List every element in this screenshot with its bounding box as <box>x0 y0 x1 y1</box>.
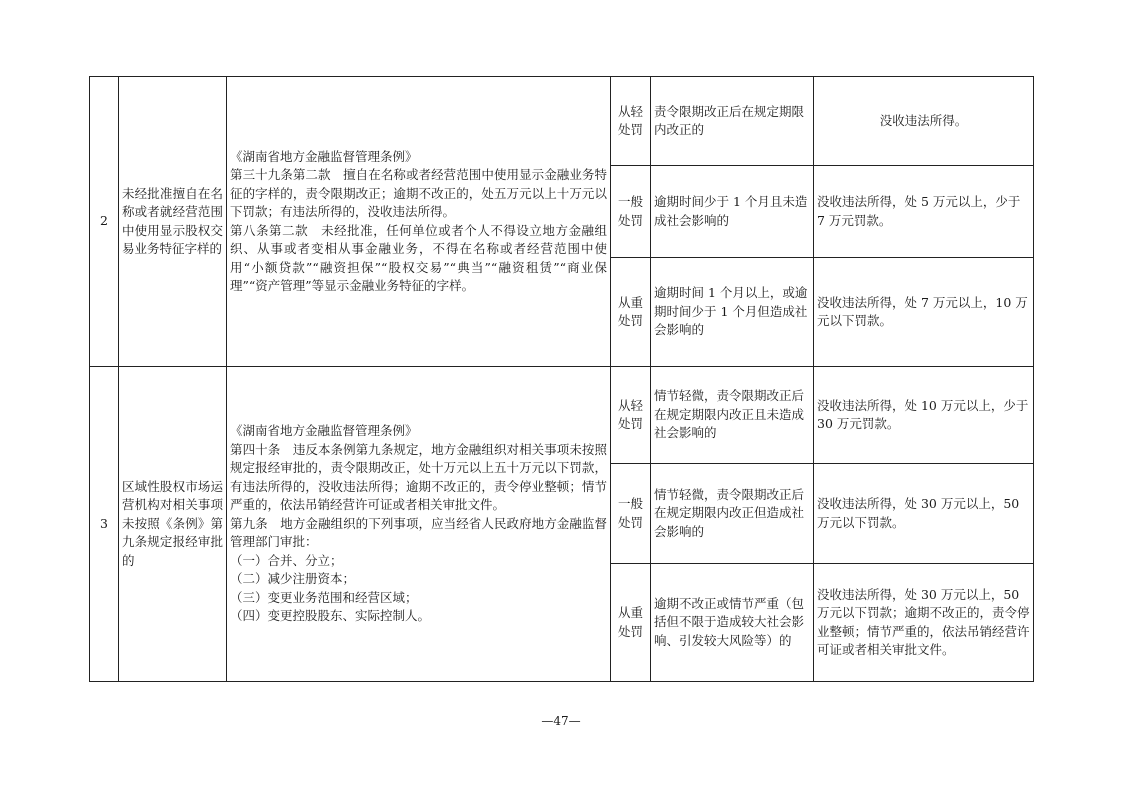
basis-line: 《湖南省地方金融监督管理条例》 <box>230 423 418 439</box>
penalty-result: 没收违法所得，处 7 万元以上，10 万元以下罚款。 <box>814 258 1034 367</box>
penalty-level: 一般处罚 <box>611 464 651 564</box>
violation-type: 区域性股权市场运营机构对相关事项未按照《条例》第九条规定报经审批的 <box>119 367 227 682</box>
row-number: 2 <box>90 77 119 367</box>
basis-line: （二）减少注册资本； <box>230 571 356 587</box>
page-number: —47— <box>541 714 581 728</box>
penalty-condition: 逾期时间少于 1 个月且未造成社会影响的 <box>651 166 814 258</box>
basis-line: 《湖南省地方金融监督管理条例》 <box>230 148 418 164</box>
table-row <box>90 77 1034 166</box>
penalty-condition: 责令限期改正后在规定期限内改正的 <box>651 77 814 166</box>
penalty-result: 没收违法所得，处 10 万元以上，少于 30 万元罚款。 <box>814 367 1034 464</box>
legal-basis <box>227 367 611 682</box>
penalty-condition: 逾期不改正或情节严重（包括但不限于造成较大社会影响、引发较大风险等）的 <box>651 564 814 682</box>
basis-line: 第三十九条第二款 擅自在名称或者经营范围中使用显示金融业务特征的字样的，责令限期改正；逾期不改正的，处五万元以上十万元以下罚款；有违法所得的，没收违法所得。 <box>230 167 607 219</box>
legal-basis <box>227 77 611 367</box>
basis-line: （三）变更业务范围和经营区域； <box>230 589 418 605</box>
penalty-result: 没收违法所得，处 30 万元以上，50 万元以下罚款；逾期不改正的，责令停业整顿；情节严重的，依法吊销经营许可证或者相关审批文件。 <box>814 564 1034 682</box>
penalty-condition: 情节轻微，责令限期改正后在规定期限内改正且未造成社会影响的 <box>651 367 814 464</box>
row-number: 3 <box>90 367 119 682</box>
basis-line: 第四十条 违反本条例第九条规定，地方金融组织对相关事项未按照规定报经审批的，责令限期改正，处十万元以上五十万元以下罚款，有违法所得的，没收违法所得；逾期不改正的，责令停业整顿；情节严重的，依法吊销经营许可证或者相关审批文件。 <box>230 441 607 513</box>
penalty-result: 没收违法所得，处 30 万元以上，50 万元以下罚款。 <box>814 464 1034 564</box>
penalty-result: 没收违法所得，处 5 万元以上，少于 7 万元罚款。 <box>814 166 1034 258</box>
penalty-condition: 逾期时间 1 个月以上，或逾期时间少于 1 个月但造成社会影响的 <box>651 258 814 367</box>
violation-type: 未经批准擅自在名称或者就经营范围中使用显示股权交易业务特征字样的 <box>119 77 227 367</box>
penalty-level: 从重处罚 <box>611 258 651 367</box>
penalty-level: 一般处罚 <box>611 166 651 258</box>
penalty-result: 没收违法所得。 <box>814 77 1034 166</box>
basis-line: 第九条 地方金融组织的下列事项，应当经省人民政府地方金融监督管理部门审批： <box>230 515 607 550</box>
penalty-level: 从重处罚 <box>611 564 651 682</box>
penalty-condition: 情节轻微，责令限期改正后在规定期限内改正但造成社会影响的 <box>651 464 814 564</box>
penalty-level: 从轻处罚 <box>611 367 651 464</box>
basis-line: （一）合并、分立； <box>230 552 343 568</box>
basis-line: 第八条第二款 未经批准，任何单位或者个人不得设立地方金融组织、从事或者变相从事金融业务，不得在名称或者经营范围中使用“小额贷款”“融资担保”“股权交易”“典当”“融资租赁”“商业保理”“资产管理”等显示金融业务特征的字样。 <box>230 222 607 293</box>
basis-line: （四）变更控股股东、实际控制人。 <box>230 608 431 624</box>
penalty-standards-table <box>89 76 1034 682</box>
table-row <box>90 367 1034 464</box>
penalty-level: 从轻处罚 <box>611 77 651 166</box>
